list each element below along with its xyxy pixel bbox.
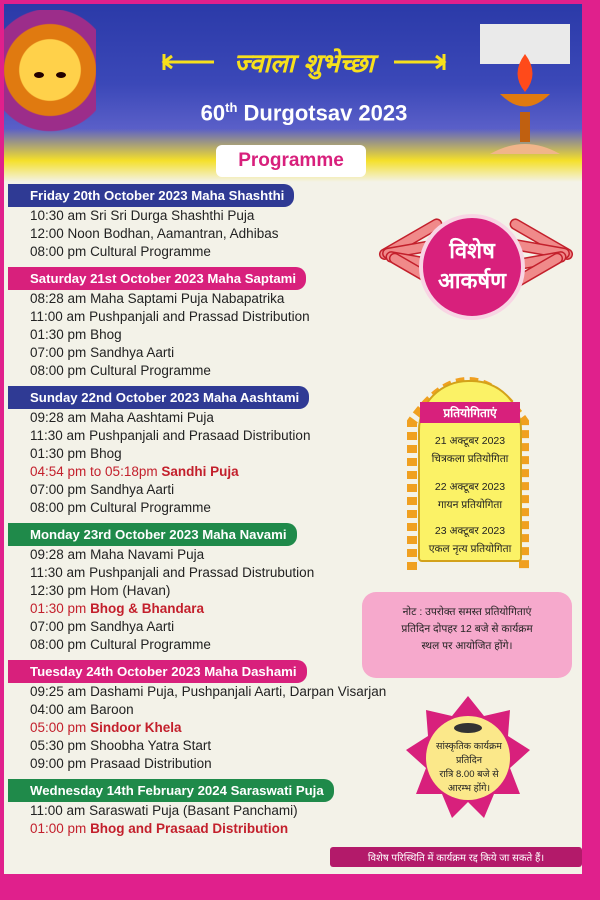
event-text: Maha Saptami Puja Nabapatrika [90,291,285,306]
event-time: 01:30 pm [30,327,87,342]
attraction-line1: विशेष [449,239,495,264]
note-line: प्रतिदिन दोपहर 12 बजे से कार्यक्रम [401,623,533,635]
event-title [174,100,434,126]
day-header: Friday 20th October 2023 Maha Shashthi [8,184,294,207]
event-row [30,290,349,308]
day-header: Saturday 21st October 2023 Maha Saptami [8,267,306,290]
attraction-line2: आकर्षण [437,269,506,294]
event-time: 08:00 pm [30,244,87,259]
event-time: 05:00 pm [30,720,87,735]
event-text: Bhog & Bhandara [90,601,205,616]
event-time: 08:28 am [30,291,87,306]
event-time: 05:30 pm [30,738,87,753]
goddess-face-icon [4,10,96,160]
event-time: 08:00 pm [30,500,87,515]
event-text: Cultural Programme [90,363,211,378]
cultural-line: रात्रि 8.00 बजे से [439,769,499,780]
event-time: 12:00 Noon [30,226,100,241]
event-time: 09:25 am [30,684,87,699]
event-time: 10:30 am [30,208,87,223]
event-time: 08:00 pm [30,637,87,652]
event-row [30,683,387,701]
event-text: Bhog [90,446,122,461]
event-text: Saraswati Puja (Basant Panchami) [89,803,298,818]
event-time: 01:30 pm [30,601,87,616]
day-section [4,184,349,261]
footer-note: विशेष परिस्थिति में कार्यक्रम रद्द किये जा सकते हैं। [330,847,582,867]
event-text: Sindoor Khela [90,720,182,735]
event-text: Cultural Programme [90,244,211,259]
day-header: Wednesday 14th February 2024 Saraswati Puja [8,779,334,802]
event-time: 11:00 am [30,309,86,324]
event-text: Maha Aashtami Puja [90,410,214,425]
event-text: Pushpanjali and Prassad Distribution [89,309,310,324]
right-panel [354,184,582,874]
day-section [4,386,349,517]
competition-date: 22 अक्टूबर 2023 [434,481,506,493]
day-section [4,523,349,654]
special-attraction-badge [419,214,525,320]
event-time: 11:30 am [30,428,86,443]
event-time: 04:00 am [30,702,87,717]
event-row [30,326,349,344]
event-row [30,308,349,326]
event-text: Baroon [90,702,134,717]
event-row [30,427,349,445]
event-row [30,564,349,582]
event-row [30,546,349,564]
event-time: 09:28 am [30,410,87,425]
event-row [30,445,349,463]
event-text: Prasaad Distribution [90,756,212,771]
competition-name: चित्रकला प्रतियोगिता [431,453,509,465]
event-text: Pushpanjali and Prasaad Distribution [89,428,311,443]
event-text: Hom (Havan) [90,583,171,598]
event-text: Cultural Programme [90,500,211,515]
event-row [30,207,349,225]
event-time: 09:00 pm [30,756,87,771]
event-row [30,755,349,773]
event-row [30,820,349,838]
event-row [30,499,349,517]
event-row [30,701,349,719]
event-row [30,463,349,481]
day-header: Monday 23rd October 2023 Maha Navami [8,523,297,546]
note-box [362,592,572,678]
event-time: 11:00 am [30,803,86,818]
cultural-line: आरम्भ होंगे। [447,783,491,794]
event-text: Sandhya Aarti [90,619,175,634]
event-time: 11:30 am [30,565,86,580]
diya-lamp-icon [480,24,570,164]
event-text: Pushpanjali and Prassad Distrubution [89,565,315,580]
schedule [4,184,387,844]
event-row [30,243,349,261]
day-section [4,779,349,838]
day-section [4,660,387,773]
event-name: Durgotsav 2023 [243,100,408,126]
event-row [30,636,349,654]
event-row [30,344,349,362]
event-text: Bhog and Prasaad Distribution [90,821,289,836]
event-time: 08:00 pm [30,363,87,378]
cultural-line: सांस्कृतिक कार्यक्रम [436,741,502,752]
event-row [30,802,349,820]
event-text: Sandhi Puja [161,464,239,479]
event-row [30,362,349,380]
note-line: स्थल पर आयोजित होंगे। [421,640,513,652]
event-row [30,409,349,427]
event-row [30,737,349,755]
cultural-programme-text [428,740,510,796]
ordinal-suffix: th [225,100,238,115]
competitions-title: प्रतियोगिताएं [420,402,520,423]
competition-name: एकल नृत्य प्रतियोगिता [428,543,512,555]
event-time: 07:00 pm [30,345,87,360]
poster [4,4,582,874]
day-header: Tuesday 24th October 2023 Maha Dashami [8,660,307,683]
note-line: नोट : उपरोक्त समस्त प्रतियोगिताएं [402,606,532,618]
competitions-panel [404,352,532,570]
day-section [4,267,349,380]
event-row [30,618,349,636]
event-text: Bhog [90,327,122,342]
event-row [30,481,349,499]
event-text: Shoobha Yatra Start [90,738,212,753]
event-text: Dashami Puja, Pushpanjali Aarti, Darpan Visarjan [90,684,387,699]
competitions-box [418,380,522,562]
event-text: Sri Sri Durga Shashthi Puja [90,208,255,223]
event-time: 04:54 pm to 05:18pm [30,464,158,479]
event-text: Cultural Programme [90,637,211,652]
event-row [30,225,349,243]
event-time: 09:28 am [30,547,87,562]
event-row [30,582,349,600]
day-header: Sunday 22nd October 2023 Maha Aashtami [8,386,309,409]
event-text: Maha Navami Puja [90,547,205,562]
event-text: Sandhya Aarti [90,345,175,360]
event-text: Bodhan, Aamantran, Adhibas [103,226,279,241]
ordinal-number: 60 [200,100,226,126]
event-time: 12:30 pm [30,583,87,598]
programme-label: Programme [216,145,366,177]
event-time: 07:00 pm [30,619,87,634]
event-time: 07:00 pm [30,482,87,497]
competition-date: 21 अक्टूबर 2023 [434,435,506,447]
hindi-title: ज्वाला शुभेच्छा [234,49,374,79]
cultural-line: प्रतिदिन [455,755,483,766]
competition-date: 23 अक्टूबर 2023 [434,525,506,537]
event-row [30,719,349,737]
event-row [30,600,349,618]
event-text: Sandhya Aarti [90,482,175,497]
event-time: 01:00 pm [30,821,87,836]
event-time: 01:30 pm [30,446,87,461]
competition-name: गायन प्रतियोगिता [437,499,503,511]
